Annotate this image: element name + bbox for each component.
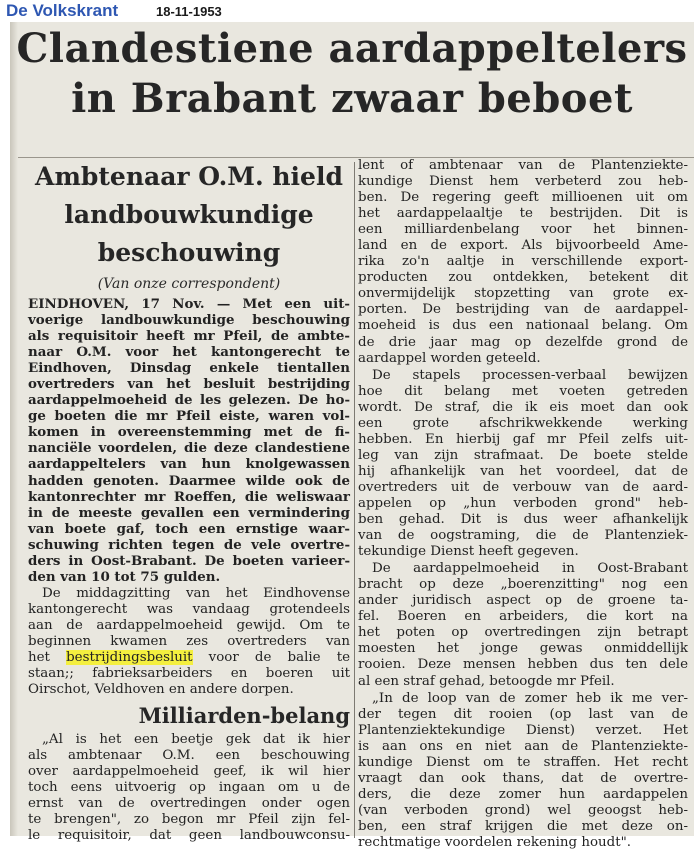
section-subheading: Milliarden-belang — [138, 703, 350, 729]
text-line: leg van zijn strafmaat. De boete stelde — [358, 447, 688, 463]
body-paragraph — [28, 732, 350, 844]
text-line: al een straf gehad, betoogde mr Pfeil. — [358, 673, 615, 689]
text-line: toch eens uitvoerig op ingaan om u de — [28, 780, 350, 796]
text-line: schuwing richten tegen de vele overtre- — [28, 536, 350, 553]
text-line: een milliardenbelang voor het binnen- — [358, 222, 688, 238]
text-line: rooien. Deze mensen hebben dus ten dele — [358, 657, 688, 673]
body-paragraph — [358, 158, 688, 367]
text-line: le requisitoir, dat geen landbouwconsu- — [28, 828, 350, 844]
text-line: onvermijdelijk stopzetting van grote ex- — [358, 286, 688, 302]
text-line: overtreders uit de verbouw van de aard- — [358, 479, 688, 495]
text-line: hij afhankelijk van het voordeel, dat de — [358, 463, 688, 479]
text-line: beginnen kwamen zes overtreders van — [28, 633, 350, 649]
text-line: als ambtenaar O.M. een beschouwing — [28, 748, 350, 764]
text-line: „In de loop van de zomer heb ik me ver- — [372, 690, 688, 706]
text-line: fel. Boeren en arbeiders, die kort na — [358, 609, 688, 625]
text-line: in de meeste gevallen een vermindering — [28, 504, 350, 521]
text-line: ders in Oost-Brabant. De boeten varieer- — [28, 552, 350, 569]
text-line: hebben. En hierbij gaf mr Pfeil zelfs uit- — [358, 431, 688, 447]
newspaper-clipping — [10, 22, 694, 850]
text-line: aardappelmoeheid de les gelezen. De ho- — [28, 392, 350, 409]
text-line: Plantenziektekundige Dienst) verzet. Het — [358, 722, 688, 738]
text-line: aan de aardappelmoeheid gewijd. Om te — [28, 617, 350, 633]
text-line: De aardappelmoeheid in Oost-Brabant — [372, 561, 688, 577]
text-line: ders, die deze zomer hun aardappelen — [358, 786, 688, 802]
text-line: lent of ambtenaar van de Plantenziekte- — [358, 158, 688, 173]
left-column — [28, 158, 350, 845]
text-line: van de oogstraming, die de Plantenziek- — [358, 528, 688, 544]
lead-paragraph — [28, 296, 350, 585]
text-line: den van 10 tot 75 gulden. — [28, 568, 221, 585]
text-line: (van verboden grond) wel geoogst heb- — [358, 802, 688, 818]
subheadline-line: beschouwing — [97, 238, 281, 267]
text-line: ander juridisch aspect op de groene ta- — [358, 593, 688, 609]
text-line: ge boeten die mr Pfeil eiste, waren vol- — [28, 408, 350, 425]
text-line: moeheid is dus een nationaal belang. Om — [358, 318, 688, 334]
body-paragraph — [358, 561, 688, 689]
text-line: Eindhoven, Dinsdag enkele tientallen — [28, 360, 350, 377]
text-line: overtreders van het besluit bestrijding — [28, 376, 350, 393]
text-line: hoe dit belang met voeten getreden — [358, 383, 688, 399]
top-bar — [0, 0, 700, 22]
text-line: ben gehad. Dit is dus weer afhankelijk — [358, 512, 688, 528]
text-line: komen in overeenstemming met de fi- — [28, 424, 350, 441]
body-paragraph — [28, 586, 350, 698]
text-line: hadden genoten. Daarmee wilde ook de — [28, 472, 350, 489]
text-line: ben. De regering geeft millioenen uit om — [358, 190, 688, 206]
text-fragment: het — [28, 650, 67, 666]
text-line: „Al is het een beetje gek dat ik hier — [42, 732, 350, 748]
text-line: is aan ons en niet aan de Plantenziekte- — [358, 738, 688, 754]
text-fragment: voor de balie te — [192, 650, 351, 666]
text-line: rechtmatige voordelen rekening houdt". — [358, 834, 632, 850]
text-line: porten. De bestrijding van de aardappel- — [358, 302, 688, 318]
body-paragraph — [358, 368, 688, 561]
text-line: ernst van de overtredingen onder ogen — [28, 796, 350, 812]
text-line: der tegen dit rooien (op last van de — [358, 706, 688, 722]
text-line: rika zo'n aaltje in verschillende export- — [358, 254, 688, 270]
headline-line: in Brabant zwaar beboet — [71, 75, 633, 122]
subheadline-line: Ambtenaar O.M. hield — [35, 162, 343, 191]
text-line-with-highlight — [28, 650, 350, 666]
text-line: land en de export. Als bijvoorbeeld Ame- — [358, 238, 688, 254]
text-line: ben, een straf krijgen die met deze on- — [358, 818, 688, 834]
text-line: als requisitoir heeft mr Pfeil, de ambte- — [28, 328, 350, 345]
text-line: producten zou ontdekken, betekent dit — [358, 270, 688, 286]
text-line: nanciële voordelen, die deze clandestiene — [28, 440, 350, 457]
text-line: kantongerecht was vandaag grotendeels — [28, 601, 350, 617]
text-line: kantonrechter mr Roeffen, die weliswaar — [28, 488, 350, 505]
text-line: tekundige Dienst heeft gegeven. — [358, 544, 579, 560]
highlighted-term: bestrijdingsbesluit — [66, 650, 193, 666]
text-line: het aardappelaaltje te bestrijden. Dit is — [358, 206, 688, 222]
paper-fold-shadow — [10, 22, 18, 836]
text-line: aardappel worden geteeld. — [358, 350, 541, 366]
text-line: te brengen", zo begon mr Pfeil zijn fel- — [28, 812, 350, 828]
text-line: een grote afschrikwekkende werking — [358, 415, 688, 431]
text-line: de drie jaar mag op dezelfde grond de — [358, 334, 688, 350]
text-line: Oirschot, Veldhoven en andere dorpen. — [28, 682, 294, 698]
text-line: voerige landbouwkundige beschouwing — [28, 312, 350, 329]
column-rule-vertical — [354, 162, 355, 838]
headline-line: Clandestiene aardappeltelers — [16, 25, 688, 72]
newspaper-name: De Volkskrant — [6, 1, 119, 20]
byline: (Van onze correspondent) — [97, 276, 281, 292]
body-paragraph — [358, 691, 688, 851]
text-line: kundige Dienst om te straffen. Het recht — [358, 754, 688, 770]
text-line: De stapels processen-verbaal bewijzen — [372, 367, 688, 383]
text-line: moesten het jonge gewas onmiddellijk — [358, 641, 688, 657]
text-line: kundige Dienst hem verbeterd zou heb- — [358, 174, 688, 190]
text-line: aardappeltelers van hun knolgewassen — [28, 456, 350, 473]
text-line: naar O.M. voor het kantongerecht te — [28, 344, 350, 361]
subheadline — [28, 158, 350, 272]
text-line: vraagt dan ook thans, dat de overtre- — [358, 770, 688, 786]
text-line: staan;; fabrieksarbeiders en boeren uit — [28, 666, 350, 682]
text-line: over aardappelmoeheid geef, ik wil hier — [28, 764, 350, 780]
headline — [10, 24, 694, 124]
text-line: EINDHOVEN, 17 Nov. — Met een uit- — [28, 296, 350, 312]
text-line: De middagzitting van het Eindhovense — [42, 585, 350, 601]
text-line: het poten op overtredingen zijn betrapt — [358, 625, 688, 641]
right-column — [358, 158, 688, 851]
publication-date: 18-11-1953 — [156, 4, 222, 19]
text-line: appelen op „hun verboden grond" heb- — [358, 495, 688, 511]
text-line: van boete gaf, toch een ernstige waar- — [28, 520, 350, 537]
subheadline-line: landbouwkundige — [64, 200, 314, 229]
text-line: bracht op deze „boerenzitting" nog een — [358, 577, 688, 593]
text-line: wordt. De straf, die ik eis moet dan ook — [358, 399, 688, 415]
